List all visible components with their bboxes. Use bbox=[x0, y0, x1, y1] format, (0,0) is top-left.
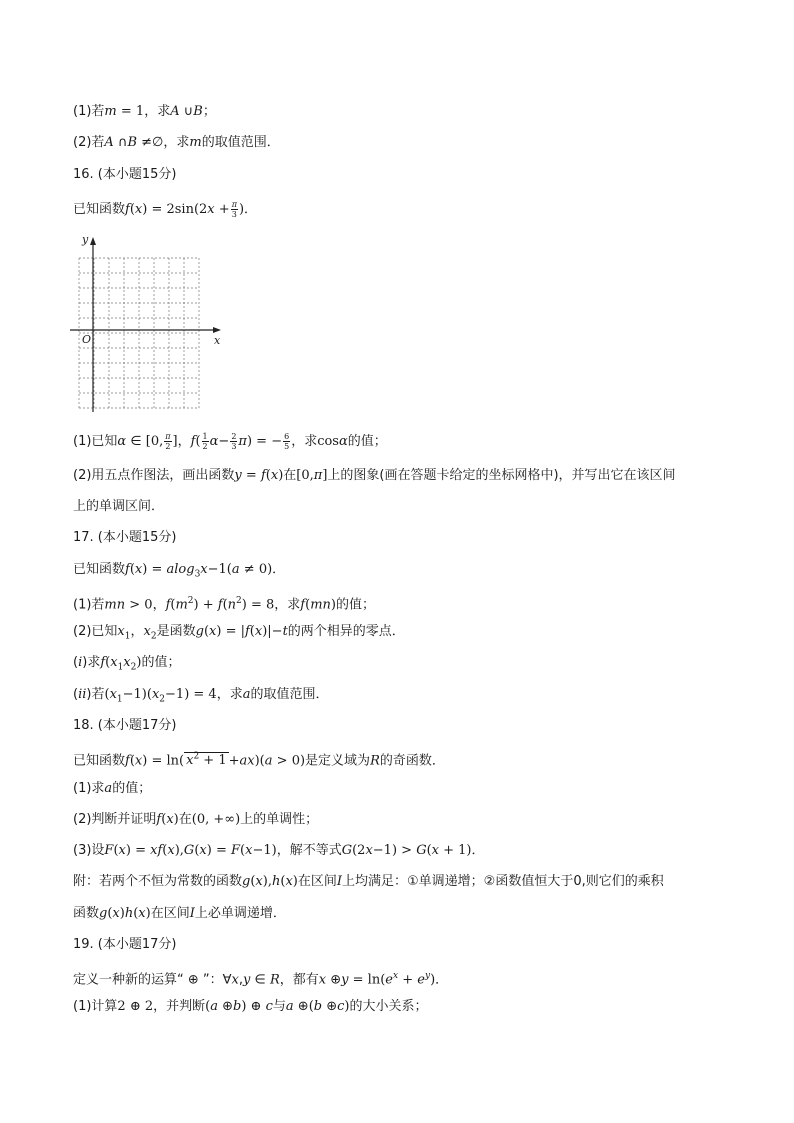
q18-note-cont: 函数g(x)h(x)在区间I上必单调递增． bbox=[73, 906, 286, 921]
q18-part2: (2)判断并证明f(x)在(0, +∞)上的单调性； bbox=[73, 812, 319, 827]
q16-part2-cont: 上的单调区间． bbox=[73, 499, 165, 514]
y-axis-arrow bbox=[90, 237, 96, 245]
q18-part3: (3)设F(x) = xf(x),G(x) = F(x−1)，解不等式G(2x−1) > G(x + 1)． bbox=[73, 843, 485, 858]
q19-stem: 定义一种新的运算“ ⊕ ”：∀x,y ∈ R，都有x ⊕y = $\ln(e^x + e^y)$． bbox=[73, 971, 449, 988]
q16-stem: 已知函数f(x) = 2sin(2x + $\frac{\pi}{3}$ )． bbox=[73, 200, 258, 219]
q19-heading: 19. (本小题17分) bbox=[73, 937, 177, 952]
x-axis-arrow bbox=[213, 327, 221, 333]
q15-part1: (1)若m = 1，求A ∪B； bbox=[73, 104, 216, 119]
coordinate-grid bbox=[68, 232, 228, 417]
q17-part2: (2)已知$x_1$，$x_2$是函数g(x) = |f(x)|−t的两个相异的零点． bbox=[73, 624, 405, 642]
q17-part2-i: (i)求$f(x_1x_2)$的值； bbox=[73, 655, 181, 673]
q17-stem: 已知函数f(x) = alog$_3$x−1(a ≠ 0)． bbox=[73, 562, 286, 580]
q16-part1: (1)已知α ∈ [0, $\frac{\pi}{2}$ ]，f( $\frac{1}{2}$ α− $\frac{2}{3}$ π) = − $\frac{6}{5}$ ，求cosα的值； bbox=[73, 432, 387, 451]
y-axis-label: y bbox=[82, 233, 89, 246]
q18-note: 附：若两个不恒为常数的函数g(x),h(x)在区间I上均满足：①单调递增；②函数值恒大于0,则它们的乘积 bbox=[73, 874, 664, 889]
q18-part1: (1)求a的值； bbox=[73, 781, 152, 796]
q17-part1: (1)若mn > 0，$f(m^2) + f(n^2) = 8$，求f(mn)的值； bbox=[73, 596, 375, 613]
grid-lines bbox=[79, 258, 199, 408]
q15-part2: (2)若A ∩B ≠∅，求m的取值范围． bbox=[73, 135, 280, 150]
q19-part1: (1)计算2 ⊕ 2，并判断(a ⊕b) ⊕ c与a ⊕(b ⊕c)的大小关系； bbox=[73, 999, 428, 1014]
q17-heading: 17. (本小题15分) bbox=[73, 530, 177, 545]
q18-stem: 已知函数f(x) = ln( $x^2 + 1 +ax)(a > 0)$是定义域为R的奇函数． bbox=[73, 752, 445, 769]
q16-heading: 16. (本小题15分) bbox=[73, 167, 177, 182]
q16-part2: (2)用五点作图法，画出函数y = f(x)在[0,π]上的图象(画在答题卡给定的坐标网格中)，并写出它在该区间 bbox=[73, 468, 676, 483]
q17-part2-ii: (ii)若$(x_1-1)(x_2-1) = 4$，求a的取值范围． bbox=[73, 687, 329, 705]
origin-label: O bbox=[82, 333, 92, 346]
x-axis-label: x bbox=[214, 334, 221, 347]
q18-heading: 18. (本小题17分) bbox=[73, 718, 177, 733]
